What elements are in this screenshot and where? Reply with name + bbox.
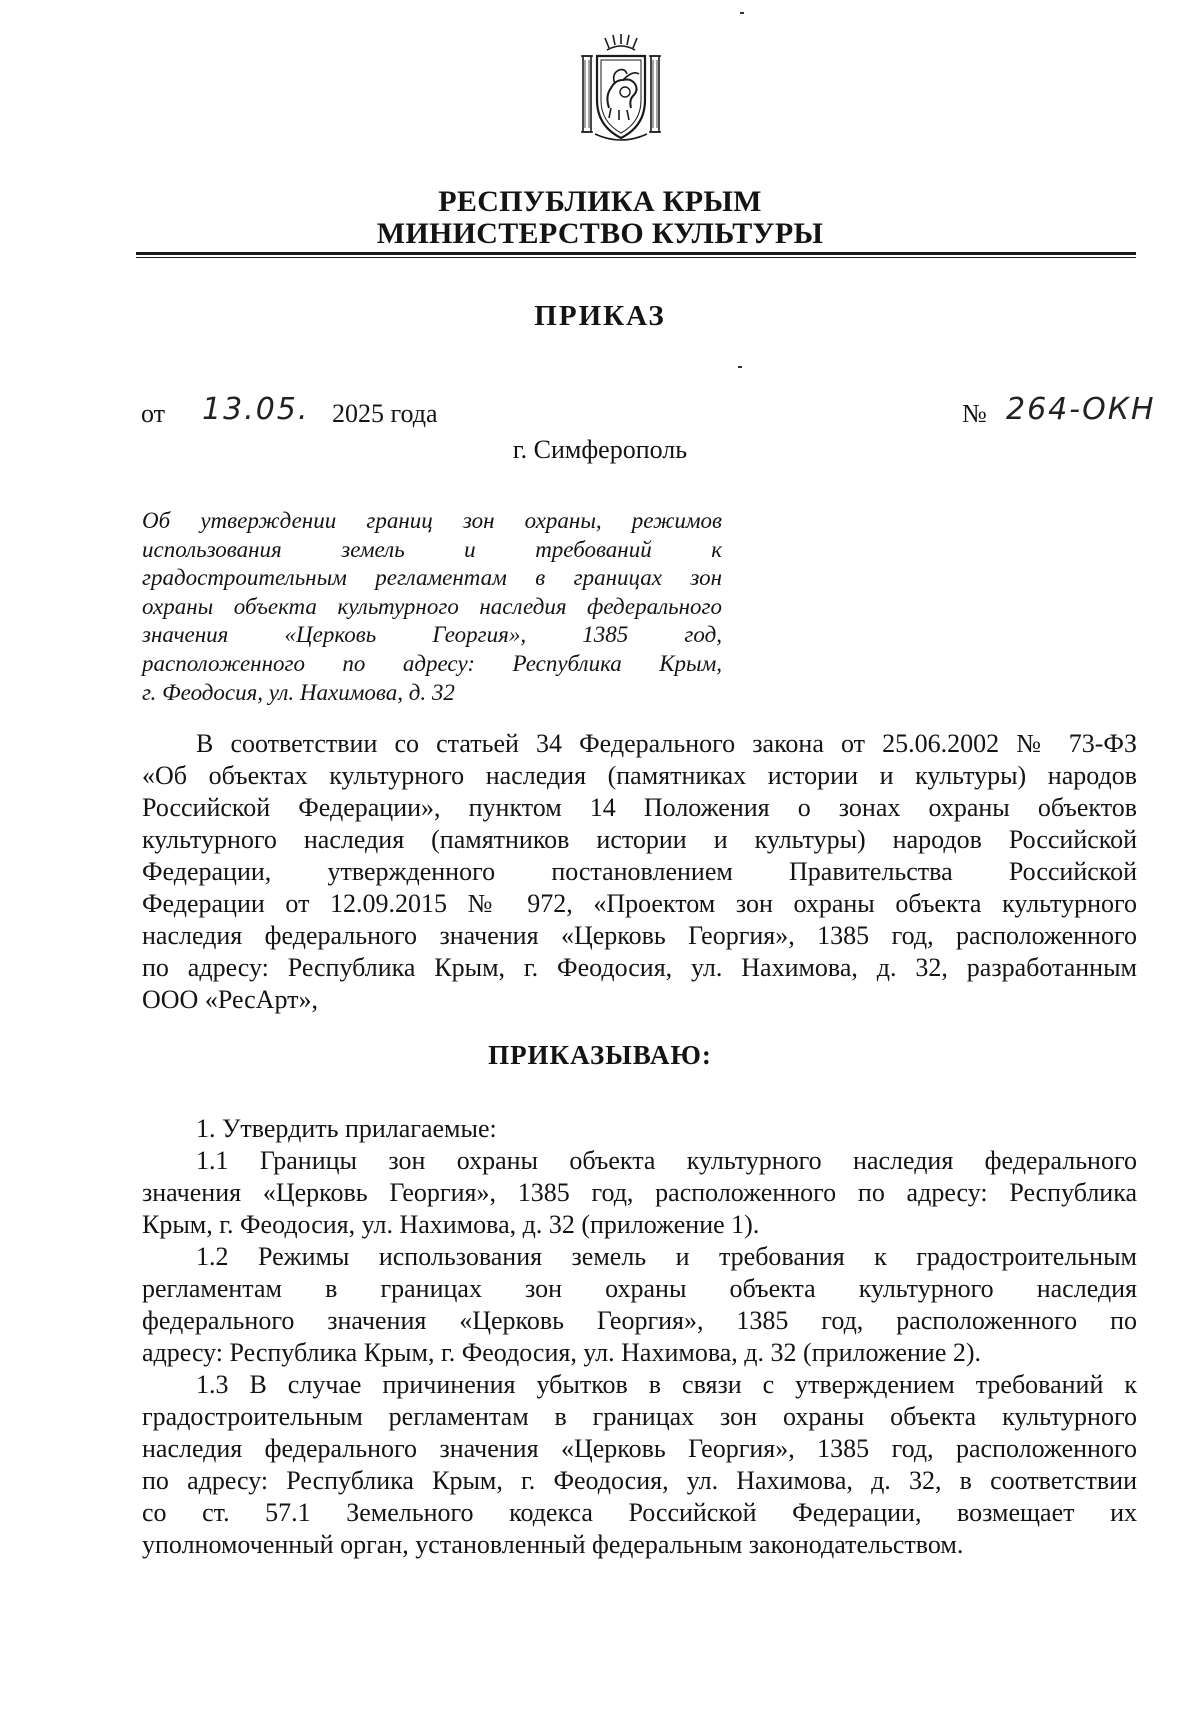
item-1-2-line: адресу: Республика Крым, г. Феодосия, ул. Нахимова, д. 32 (приложение 2). <box>142 1338 982 1367</box>
preamble-line: культурного наследия (памятников истории и культуры) народов Российской <box>142 825 1137 854</box>
subject-line: использования земель и требований к <box>142 536 722 562</box>
preamble-line: «Об объектах культурного наследия (памятниках истории и культуры) народов <box>142 761 1137 790</box>
date-year: 2025 года <box>332 399 438 428</box>
item-1-2-line: регламентам в границах зон охраны объекта культурного наследия <box>142 1274 1137 1303</box>
item-1-1-line: 1.1 Границы зон охраны объекта культурного наследия федерального <box>196 1146 1137 1175</box>
item-1-3-line: со ст. 57.1 Земельного кодекса Российской Федерации, возмещает их <box>142 1498 1137 1527</box>
scan-mark <box>740 12 744 14</box>
preamble-line: Федерации, утвержденного постановлением Правительства Российской <box>142 857 1137 886</box>
preamble-line: по адресу: Республика Крым, г. Феодосия, ул. Нахимова, д. 32, разработанным <box>142 953 1137 982</box>
subject-line: градостроительным регламентам в границах зон <box>142 565 722 591</box>
subject-line: г. Феодосия, ул. Нахимова, д. 32 <box>142 679 455 705</box>
preamble-line: ООО «РесАрт», <box>142 985 318 1014</box>
handwritten-date: 13.05. <box>202 392 310 427</box>
subject-line: охраны объекта культурного наследия федерального <box>142 593 722 619</box>
preamble-line: наследия федерального значения «Церковь Георгия», 1385 год, расположенного <box>142 921 1137 950</box>
preamble-line: Федерации от 12.09.2015 № 972, «Проектом зон охраны объекта культурного <box>142 889 1137 918</box>
subject-line: расположенного по адресу: Республика Крым, <box>142 650 722 676</box>
item-1-3-line: градостроительным регламентам в границах зон охраны объекта культурного <box>142 1402 1137 1431</box>
republic-name: РЕСПУБЛИКА КРЫМ <box>438 185 762 218</box>
handwritten-order-number: 264-ОКН <box>1006 392 1156 427</box>
city: г. Симферополь <box>512 435 688 464</box>
header-divider-thin <box>136 257 1136 258</box>
item-1-3-line: уполномоченный орган, установленный федеральным законодательством. <box>142 1530 964 1559</box>
item-1-2-line: 1.2 Режимы использования земель и требования к градостроительным <box>196 1242 1137 1271</box>
item-1-1-line: значения «Церковь Георгия», 1385 год, расположенного по адресу: Республика <box>142 1178 1137 1207</box>
document-type-title: ПРИКАЗ <box>534 300 666 332</box>
number-sign: № <box>962 399 987 428</box>
ministry-name: МИНИСТЕРСТВО КУЛЬТУРЫ <box>376 217 824 250</box>
date-prefix: от <box>141 399 166 428</box>
item-1-2-line: федерального значения «Церковь Георгия», 1385 год, расположенного по <box>142 1306 1137 1335</box>
preamble-line: Российской Федерации», пунктом 14 Положения о зонах охраны объектов <box>142 793 1137 822</box>
subject-line: значения «Церковь Георгия», 1385 год, <box>142 622 722 648</box>
scan-mark <box>738 366 742 368</box>
header-divider <box>136 252 1136 255</box>
item-1-3-line: 1.3 В случае причинения убытков в связи с утверждением требований к <box>196 1370 1137 1399</box>
item-1-3-line: по адресу: Республика Крым, г. Феодосия, ул. Нахимова, д. 32, в соответствии <box>142 1466 1137 1495</box>
order-subject <box>142 507 722 707</box>
item-1-1-line: Крым, г. Феодосия, ул. Нахимова, д. 32 (приложение 1). <box>142 1210 760 1239</box>
crimea-coat-of-arms-icon <box>575 34 667 146</box>
item-1-3-line: наследия федерального значения «Церковь Георгия», 1385 год, расположенного <box>142 1434 1137 1463</box>
preamble-line: В соответствии со статьей 34 Федерального закона от 25.06.2002 № 73-ФЗ <box>196 729 1137 758</box>
item-1-line: 1. Утвердить прилагаемые: <box>196 1114 497 1143</box>
decree-heading: ПРИКАЗЫВАЮ: <box>488 1040 712 1070</box>
subject-line: Об утверждении границ зон охраны, режимов <box>142 508 722 533</box>
